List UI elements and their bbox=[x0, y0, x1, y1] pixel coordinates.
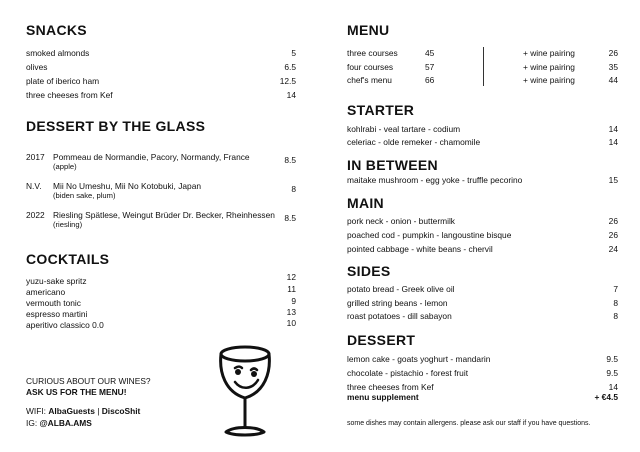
wine-note: (biden sake, plum) bbox=[53, 191, 116, 200]
wine-pairing-price: 44 bbox=[608, 75, 618, 85]
menu-divider bbox=[483, 47, 484, 86]
main-item: pork neck - onion - buttermilk bbox=[347, 216, 455, 226]
menu-option: three courses bbox=[347, 48, 398, 58]
snack-name: three cheeses from Kef bbox=[26, 90, 113, 100]
wine-price: 8 bbox=[291, 184, 296, 194]
main-price: 26 bbox=[608, 216, 618, 226]
wine-name: Mii No Umeshu, Mii No Kotobuki, Japan bbox=[53, 181, 202, 191]
wine-year: 2022 bbox=[26, 210, 45, 220]
cocktail-price: 13 bbox=[286, 307, 296, 317]
cocktail-price: 12 bbox=[286, 272, 296, 282]
cocktail-price: 9 bbox=[291, 296, 296, 306]
snack-price: 14 bbox=[286, 90, 296, 100]
main-item: pointed cabbage - white beans - chervil bbox=[347, 244, 493, 254]
main-title: MAIN bbox=[347, 195, 384, 211]
menu-price: 57 bbox=[425, 62, 435, 72]
cocktail-price: 11 bbox=[287, 284, 296, 294]
menu-supplement-price: + €4.5 bbox=[594, 392, 618, 402]
snack-price: 6.5 bbox=[284, 62, 296, 72]
side-price: 7 bbox=[613, 284, 618, 294]
dessert-glass-title: DESSERT BY THE GLASS bbox=[26, 118, 206, 134]
snack-price: 12.5 bbox=[279, 76, 296, 86]
dessert-price: 9.5 bbox=[606, 354, 618, 364]
wine-name: Riesling Spätlese, Weingut Brüder Dr. Becker, Rheinhessen bbox=[53, 210, 275, 220]
wine-note: (apple) bbox=[53, 162, 77, 171]
cocktail-name: yuzu-sake spritz bbox=[26, 276, 87, 286]
side-item: potato bread - Greek olive oil bbox=[347, 284, 455, 294]
snack-name: smoked almonds bbox=[26, 48, 90, 58]
dessert-title: DESSERT bbox=[347, 332, 416, 348]
starter-title: STARTER bbox=[347, 102, 415, 118]
wine-pairing-label: + wine pairing bbox=[523, 48, 575, 58]
dessert-price: 14 bbox=[608, 382, 618, 392]
dessert-price: 9.5 bbox=[606, 368, 618, 378]
instagram-info bbox=[26, 418, 92, 428]
menu-option: four courses bbox=[347, 62, 394, 72]
menu-option: chef's menu bbox=[347, 75, 392, 85]
dessert-item: chocolate - pistachio - forest fruit bbox=[347, 368, 469, 378]
wine-year: N.V. bbox=[26, 181, 42, 191]
wifi-password: DiscoShit bbox=[101, 406, 141, 416]
wine-name: Pommeau de Normandie, Pacory, Normandy, France bbox=[53, 152, 250, 162]
side-price: 8 bbox=[613, 298, 618, 308]
cocktail-price: 10 bbox=[286, 318, 296, 328]
side-item: grilled string beans - lemon bbox=[347, 298, 448, 308]
wifi-separator: | bbox=[97, 406, 100, 416]
cocktail-name: espresso martini bbox=[26, 309, 88, 319]
snack-name: olives bbox=[26, 62, 48, 72]
menu-title: MENU bbox=[347, 22, 390, 38]
cocktail-name: americano bbox=[26, 287, 66, 297]
starter-item: kohlrabi - veal tartare - codium bbox=[347, 124, 461, 134]
starter-item: celeriac - olde remeker - chamomile bbox=[347, 137, 481, 147]
side-price: 8 bbox=[613, 311, 618, 321]
dessert-item: lemon cake - goats yoghurt - mandarin bbox=[347, 354, 491, 364]
wine-year: 2017 bbox=[26, 152, 45, 162]
main-item: poached cod - pumpkin - langoustine bisque bbox=[347, 230, 512, 240]
cocktail-name: vermouth tonic bbox=[26, 298, 81, 308]
in-between-price: 15 bbox=[608, 175, 618, 185]
sides-title: SIDES bbox=[347, 263, 391, 279]
wine-ask-staff: ASK US FOR THE MENU! bbox=[26, 387, 127, 397]
main-price: 26 bbox=[608, 230, 618, 240]
cocktail-name: aperitivo classico 0.0 bbox=[26, 320, 104, 330]
starter-price: 14 bbox=[608, 137, 618, 147]
wine-pairing-label: + wine pairing bbox=[523, 75, 575, 85]
cocktails-title: COCKTAILS bbox=[26, 251, 110, 267]
menu-supplement-label: menu supplement bbox=[347, 392, 419, 402]
wine-price: 8.5 bbox=[284, 155, 296, 165]
wifi-name: AlbaGuests bbox=[48, 406, 95, 416]
in-between-title: IN BETWEEN bbox=[347, 157, 438, 173]
ig-label: IG: bbox=[26, 418, 40, 428]
wine-glass-face-icon bbox=[208, 340, 284, 442]
snack-price: 5 bbox=[291, 48, 296, 58]
wine-pairing-price: 26 bbox=[608, 48, 618, 58]
wine-note: (riesling) bbox=[53, 220, 83, 229]
in-between-item: maitake mushroom - egg yoke - truffle pecorino bbox=[347, 175, 523, 185]
dessert-item: three cheeses from Kef bbox=[347, 382, 434, 392]
wine-pairing-price: 35 bbox=[608, 62, 618, 72]
ig-handle: @ALBA.AMS bbox=[39, 418, 92, 428]
starter-price: 14 bbox=[608, 124, 618, 134]
allergen-note: some dishes may contain allergens. please ask our staff if you have questions. bbox=[347, 420, 591, 427]
menu-price: 66 bbox=[425, 75, 435, 85]
side-item: roast potatoes - dill sabayon bbox=[347, 311, 452, 321]
snack-name: plate of iberico ham bbox=[26, 76, 100, 86]
wine-question: CURIOUS ABOUT OUR WINES? bbox=[26, 376, 151, 386]
wine-price: 8.5 bbox=[284, 213, 296, 223]
wifi-info bbox=[26, 406, 140, 416]
snacks-title: SNACKS bbox=[26, 22, 87, 38]
wine-pairing-label: + wine pairing bbox=[523, 62, 575, 72]
menu-price: 45 bbox=[425, 48, 435, 58]
main-price: 24 bbox=[608, 244, 618, 254]
wifi-label: WIFI: bbox=[26, 406, 49, 416]
